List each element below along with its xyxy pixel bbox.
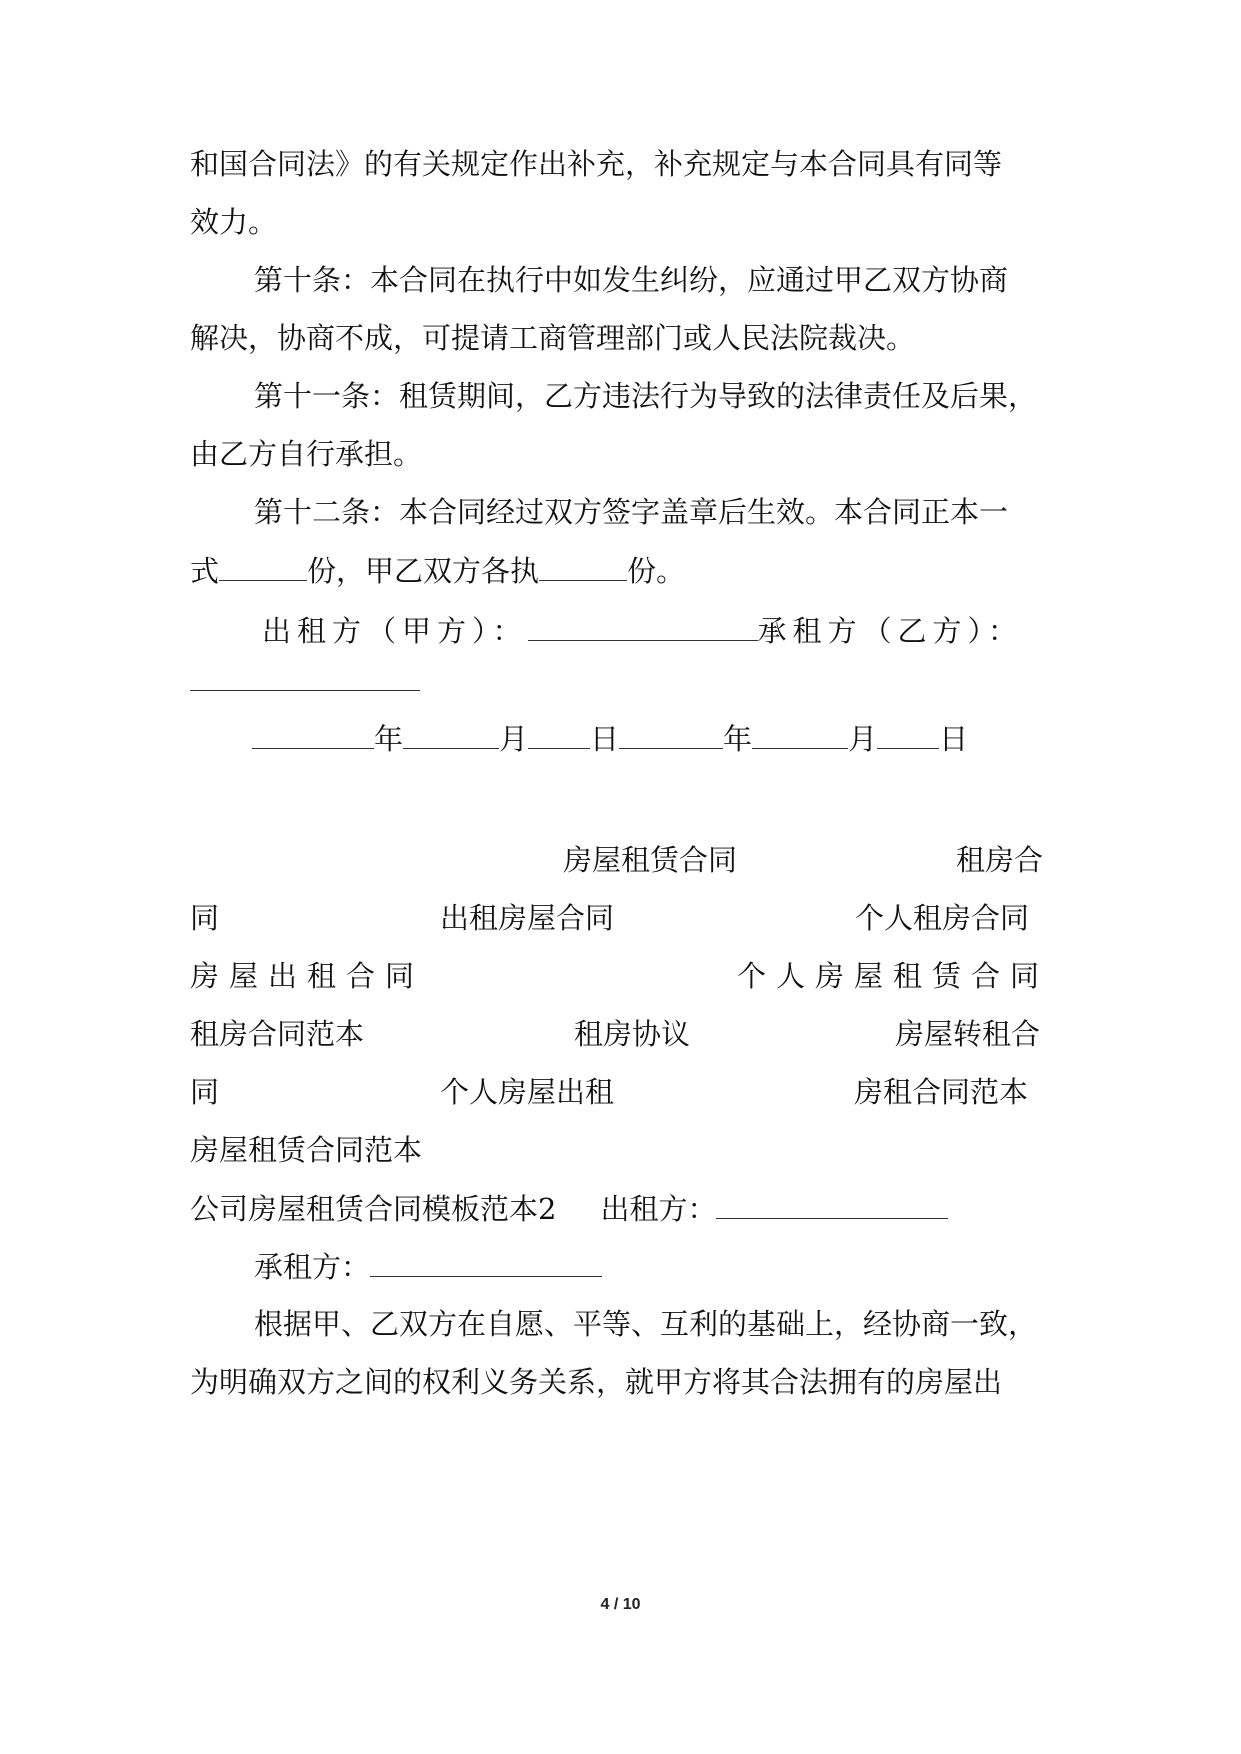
- year-label: 年: [374, 722, 404, 756]
- page-number: 4 / 10: [600, 1596, 641, 1613]
- related-links-row: [190, 1014, 1050, 1054]
- related-link[interactable]: 租房协议: [574, 1017, 691, 1051]
- day-label: 日: [590, 722, 620, 756]
- related-link[interactable]: 个人租房合同: [855, 901, 1030, 935]
- related-links-row: [190, 956, 1050, 996]
- text: 份，甲乙双方各执: [307, 554, 540, 588]
- template2-header: [190, 1188, 1050, 1228]
- article-11: [254, 376, 1050, 416]
- text: 式: [190, 554, 220, 588]
- fill-blank: [403, 718, 499, 749]
- paragraph-line: [190, 202, 1050, 242]
- lessee-label: 承租方：: [254, 1250, 371, 1284]
- month-label: 月: [848, 722, 878, 756]
- related-links-row: [190, 1072, 1050, 1112]
- related-link[interactable]: 房租合同范本: [854, 1075, 1029, 1109]
- text: 第十条：本合同在执行中如发生纠纷，应通过甲乙双方协商: [254, 263, 1009, 297]
- paragraph-line: [190, 550, 1050, 590]
- signature-line: [190, 660, 1050, 700]
- month-label: 月: [499, 722, 529, 756]
- fill-blank: [219, 550, 307, 581]
- text: 由乙方自行承担。: [190, 437, 423, 471]
- year-label: 年: [723, 722, 753, 756]
- related-links-row: [190, 1130, 1050, 1170]
- template2-title: 公司房屋租赁合同模板范本2: [190, 1192, 557, 1226]
- fill-blank: [619, 718, 723, 749]
- paragraph-line: [190, 434, 1050, 474]
- text: 解决，协商不成，可提请工商管理部门或人民法院裁决。: [190, 321, 916, 355]
- article-12: [254, 492, 1050, 532]
- related-link[interactable]: 个人房屋租赁合同: [737, 959, 1050, 993]
- paragraph-line: [190, 318, 1050, 358]
- related-link[interactable]: 房屋转租合: [895, 1017, 1041, 1051]
- fill-blank: [370, 1246, 602, 1277]
- related-link[interactable]: 同: [190, 1075, 220, 1109]
- related-links-row: [190, 840, 1050, 880]
- text: 第十一条：租赁期间，乙方违法行为导致的法律责任及后果，: [254, 379, 1038, 413]
- fill-blank: [716, 1188, 948, 1219]
- fill-blank: [528, 610, 758, 641]
- paragraph-line: [190, 1362, 1050, 1402]
- related-link[interactable]: 房屋租赁合同: [563, 843, 738, 877]
- fill-blank: [877, 718, 939, 749]
- related-link[interactable]: 租房合同范本: [190, 1017, 365, 1051]
- text: 为明确双方之间的权利义务关系，就甲方将其合法拥有的房屋出: [190, 1365, 1003, 1399]
- text: 份。: [627, 554, 686, 588]
- related-link[interactable]: 出租房屋合同: [440, 901, 615, 935]
- lessor-label: 出租方（甲方）：: [262, 614, 528, 648]
- paragraph-line: [190, 144, 1050, 184]
- fill-blank: [252, 718, 374, 749]
- related-link[interactable]: 租房合: [956, 843, 1044, 877]
- template2-intro: [254, 1304, 1050, 1344]
- related-link[interactable]: 房屋租赁合同范本: [190, 1133, 423, 1167]
- day-label: 日: [939, 722, 969, 756]
- related-link[interactable]: 房屋出租合同: [190, 959, 425, 993]
- fill-blank: [539, 550, 627, 581]
- related-link[interactable]: 同: [190, 901, 220, 935]
- article-10: [254, 260, 1050, 300]
- text: 根据甲、乙双方在自愿、平等、互利的基础上，经协商一致，: [254, 1307, 1038, 1341]
- text: 和国合同法》的有关规定作出补充，补充规定与本合同具有同等: [190, 147, 1003, 181]
- fill-blank: [190, 660, 420, 691]
- related-link[interactable]: 个人房屋出租: [440, 1075, 615, 1109]
- fill-blank: [528, 718, 590, 749]
- fill-blank: [752, 718, 848, 749]
- signature-dates: [252, 718, 1052, 758]
- signature-parties: [262, 610, 1052, 650]
- text: 第十二条：本合同经过双方签字盖章后生效。本合同正本一: [254, 495, 1009, 529]
- lessee-label: 承租方（乙方）：: [757, 614, 1024, 648]
- template2-lessee: [254, 1246, 1050, 1286]
- lessor-label: 出租方：: [600, 1192, 717, 1226]
- related-links-row: [190, 898, 1050, 938]
- text: 效力。: [190, 205, 278, 239]
